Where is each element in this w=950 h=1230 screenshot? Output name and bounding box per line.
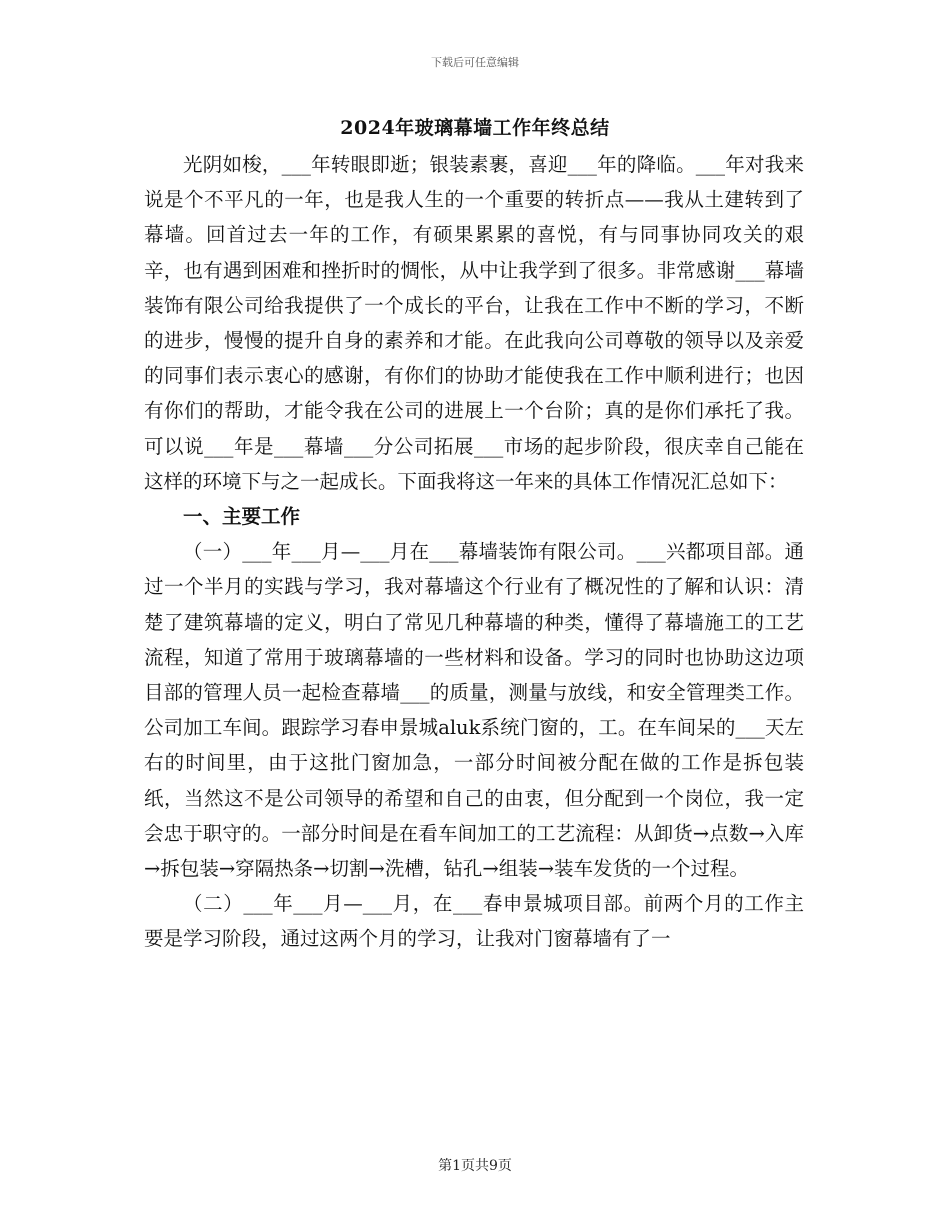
intro-paragraph: 光阴如梭，___年转眼即逝；银装素裹，喜迎___年的降临。___年对我来说是个不平凡的一年，也是我人生的一个重要的转折点——我从土建转到了幕墙。回首过去一年的工作，有硕果累累的喜悦，有与同事协同攻关的艰辛，也有遇到困难和挫折时的惆怅，从中让我学到了很多。非常感谢___幕墙装饰有限公司给我提供了一个成长的平台，让我在工作中不断的学习，不断的进步，慢慢的提升自身的素养和才能。在此我向公司尊敬的领导以及亲爱的同事们表示衷心的感谢，有你们的协助才能使我在工作中顺利进行；也因有你们的帮助，才能令我在公司的进展上一个台阶；真的是你们承托了我。可以说___年是___幕墙___分公司拓展___市场的起步阶段，很庆幸自己能在这样的环境下与之一起成长。下面我将这一年来的具体工作情况汇总如下： <box>144 153 804 493</box>
document-body <box>144 147 804 957</box>
page-number: 第1页共9页 <box>438 1158 512 1174</box>
work-paragraph-1: （一）___年___月—___月在___幕墙装饰有限公司。___兴都项目部。通过一个半月的实践与学习，我对幕墙这个行业有了概况性的了解和认识：清楚了建筑幕墙的定义，明白了常见几种幕墙的种类，懂得了幕墙施工的工艺流程，知道了常用于玻璃幕墙的一些材料和设备。学习的同时也协助这边项目部的管理人员一起检查幕墙___的质量，测量与放线，和安全管理类工作。公司加工车间。跟踪学习春申景城aluk系统门窗的，工。在车间呆的___天左右的时间里，由于这批门窗加急，一部分时间被分配在做的工作是拆包装纸，当然这不是公司领导的希望和自己的由衷，但分配到一个岗位，我一定会忠于职守的。一部分时间是在看车间加工的工艺流程：从卸货→点数→入库→拆包装→穿隔热条→切割→洗槽，钻孔→组装→装车发货的一个过程。 <box>144 540 804 881</box>
page-header-note: 下载后可任意编辑 <box>431 56 519 69</box>
document-title: 2024年玻璃幕墙工作年终总结 <box>340 117 610 139</box>
work-paragraph-2: （二）___年___月—___月，在___春申景城项目部。前两个月的工作主要是学习阶段，通过这两个月的学习，让我对门窗幕墙有了一 <box>144 892 804 951</box>
section-heading: 一、主要工作 <box>183 505 301 529</box>
